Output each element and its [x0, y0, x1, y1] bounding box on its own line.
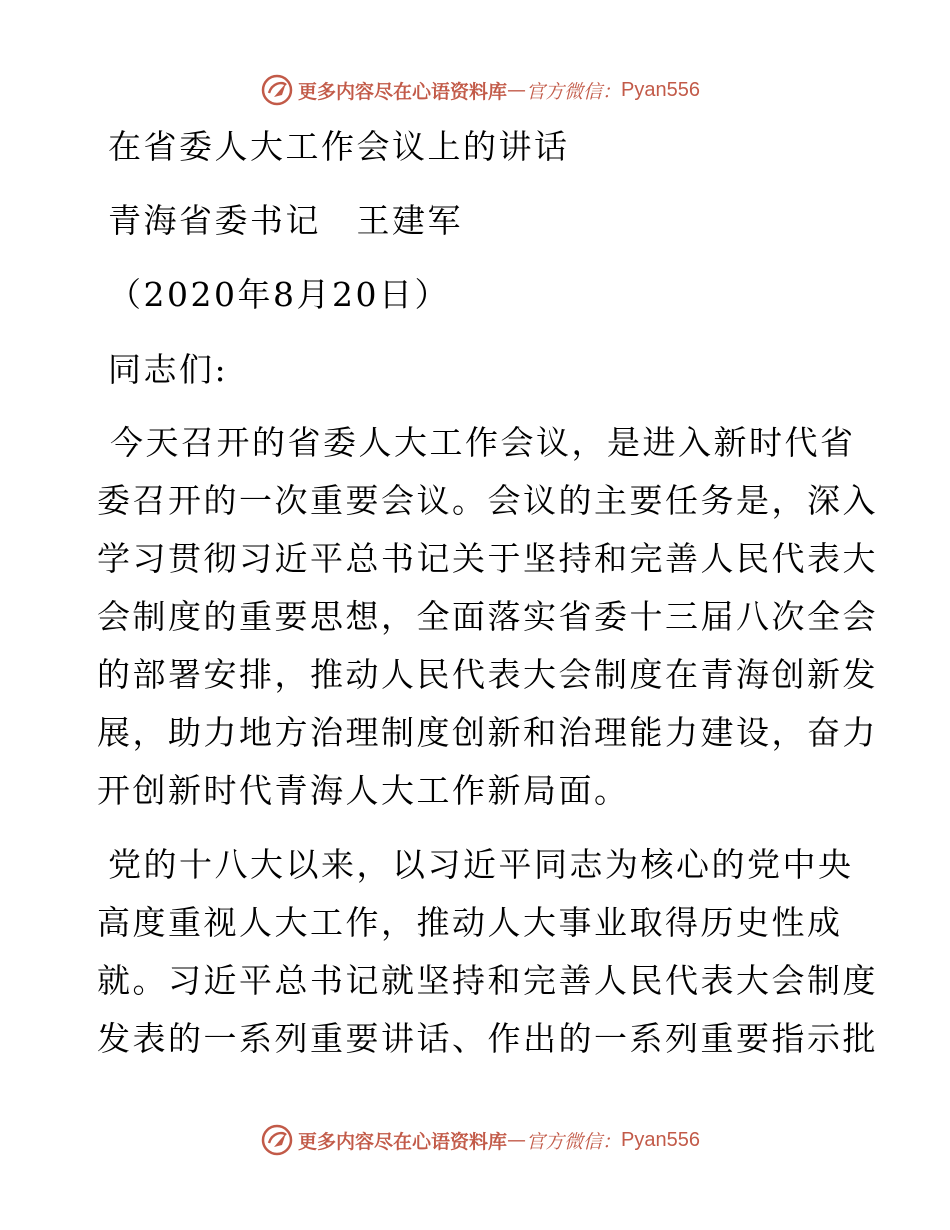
watermark-dash: —: [507, 1129, 527, 1151]
paragraph1-line: 开创新时代青海人大工作新局面。: [97, 771, 630, 810]
paragraph1-line: 的部署安排，推动人民代表大会制度在青海创新发: [97, 655, 878, 694]
header-watermark: [0, 72, 950, 108]
paragraph1-line: 展，助力地方治理制度创新和治理能力建设，奋力: [97, 713, 878, 752]
paragraph2-line: 就。习近平总书记就坚持和完善人民代表大会制度: [97, 961, 878, 1000]
paragraph1-line: 委召开的一次重要会议。会议的主要任务是，深入: [97, 481, 878, 520]
footer-watermark: [0, 1122, 950, 1158]
document-author: 青海省委书记 王建军: [108, 201, 463, 240]
paragraph1-line: 会制度的重要思想，全面落实省委十三届八次全会: [97, 597, 878, 636]
document-title: 在省委人大工作会议上的讲话: [108, 127, 570, 166]
paragraph1-line: 学习贯彻习近平总书记关于坚持和完善人民代表大: [97, 539, 878, 578]
paragraph1-line: 今天召开的省委人大工作会议，是进入新时代省: [110, 423, 856, 462]
watermark-site-text: 更多内容尽在心语资料库: [298, 80, 508, 103]
watermark-account: Pyan556: [621, 78, 700, 101]
watermark-label: 官方微信：: [526, 1130, 622, 1153]
paragraph2-line: 党的十八大以来，以习近平同志为核心的党中央: [108, 845, 854, 884]
paragraph2-line: 发表的一系列重要讲话、作出的一系列重要指示批: [97, 1019, 878, 1058]
document-date: （2020年8月20日）: [108, 275, 450, 314]
library-logo-icon: [260, 73, 294, 107]
library-logo-icon: [260, 1123, 294, 1157]
paragraph2-line: 高度重视人大工作，推动人大事业取得历史性成: [97, 903, 843, 942]
watermark-account: Pyan556: [621, 1128, 700, 1151]
watermark-dash: —: [507, 79, 527, 101]
watermark-label: 官方微信：: [526, 80, 622, 103]
salutation: 同志们:: [108, 350, 229, 389]
watermark-site-text: 更多内容尽在心语资料库: [298, 1130, 508, 1153]
